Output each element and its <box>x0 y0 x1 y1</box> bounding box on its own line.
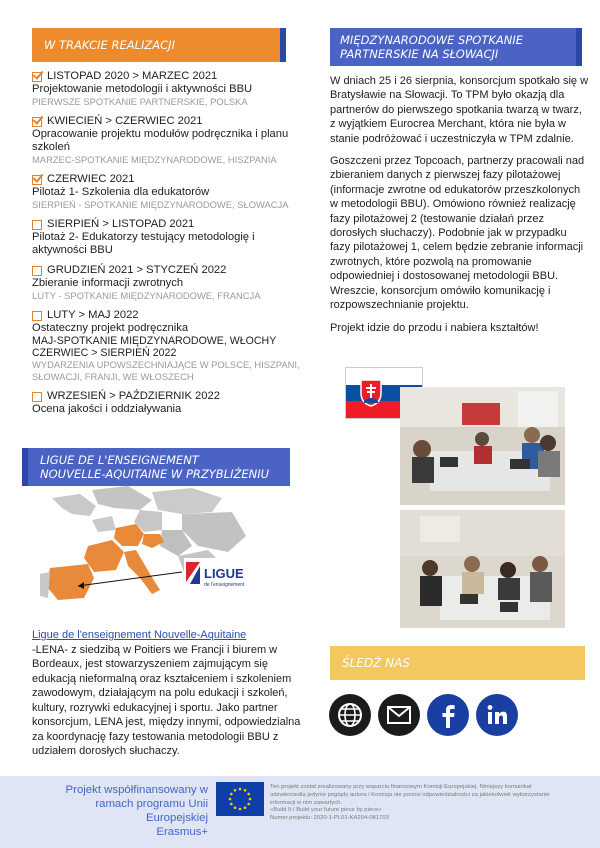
checked-box-icon <box>32 175 42 185</box>
timeline-desc: Pilotaż 2- Edukatorzy testujący metodologię i aktywności BBU <box>32 231 255 256</box>
timeline-desc: Ostateczny projekt podręcznika <box>32 322 189 334</box>
timeline-desc: Opracowanie projektu modułów podręcznika i planu szkoleń <box>32 128 289 153</box>
linkedin-icon <box>476 694 518 736</box>
section-title: W TRAKCIE REALIZACJI <box>44 38 175 52</box>
footer <box>0 776 600 848</box>
ligue-title-line-1: LIGUE DE L'ENSEIGNEMENT <box>40 453 199 467</box>
empty-box-icon <box>32 392 42 402</box>
timeline-sub: SIERPIEŃ - SPOTKANIE MIĘDZYNARODOWE, SŁOWACJA <box>32 199 289 210</box>
timeline-date: LISTOPAD 2020 > MARZEC 2021 <box>47 70 218 82</box>
mail-icon <box>378 694 420 736</box>
timeline-item <box>32 390 300 416</box>
timeline <box>32 70 300 423</box>
empty-box-icon <box>32 220 42 230</box>
meeting-article <box>330 74 588 343</box>
timeline-date: LUTY > MAJ 2022 <box>47 309 139 321</box>
funding-line: Projekt współfinansowany w <box>65 784 208 796</box>
timeline-sub: LUTY - SPOTKANIE MIĘDZYNARODOWE, FRANCJA <box>32 290 261 301</box>
bar-accent <box>22 448 28 486</box>
empty-box-icon <box>32 266 42 276</box>
legal-line: «Build It / Build your future piece by piece» <box>270 807 382 814</box>
article-paragraph: W dniach 25 i 26 sierpnia, konsorcjum spotkało się w Bratysławie na Słowacji. To TPM było okazją dla partnerów do pierwszego spotkania twarzą w twarz, z wyjątkiem Eurocrea Merchant, która nie była w stanie podróżować i uczestniczyła w TPM zdalnie. <box>330 75 589 145</box>
funding-line: Erasmus+ <box>156 826 208 838</box>
funding-statement <box>38 783 208 839</box>
ligue-logo-subtext: de l'enseignement <box>204 582 245 588</box>
meeting-title-line-2: PARTNERSKIE NA SŁOWACJI <box>340 47 499 61</box>
follow-us-title: ŚLEDŹ NAS <box>342 656 410 670</box>
timeline-item <box>32 309 300 383</box>
meeting-photo-1 <box>400 387 565 505</box>
section-bar-ligue <box>22 448 290 486</box>
timeline-sub: WYDARZENIA UPOWSZECHNIAJĄCE W POLSCE, HISZPANI, SŁOWACJI, FRANJI, WE WŁOSZECH <box>32 359 300 382</box>
bar-accent <box>576 28 582 66</box>
timeline-item <box>32 115 300 166</box>
website-link[interactable] <box>329 694 371 736</box>
section-bar-meeting <box>330 28 582 66</box>
timeline-desc: Pilotaż 1- Szkolenia dla edukatorów <box>32 186 210 198</box>
article-paragraph: Goszczeni przez Topcoach, partnerzy pracowali nad zbieraniem danych z pierwszej fazy pilotażowej (informacje zwrotne od edukatorów przeszkolonych w metodologii BBU). Omówiono również realizację fazy pilotażowej 2 (testowanie działań przez dorosłych słuchaczy). Podobnie jak w przypadku fazy pilotażowej 1, celem będzie zebranie informacji zwrotnych, które pozwolą na promowanie odpowiedniej i dostosowanej metodologii BBU. Wreszcie, konsorcjum omówiło komunikację i rozpowszechnianie projektu. <box>330 155 585 312</box>
empty-box-icon <box>32 311 42 321</box>
timeline-sub: MAJ-SPOTKANIE MIĘDZYNARODOWE, WŁOCHY <box>32 335 277 347</box>
timeline-desc: Ocena jakości i oddziaływania <box>32 403 182 415</box>
timeline-desc: Zbieranie informacji zwrotnych <box>32 277 184 289</box>
europe-map <box>32 486 264 614</box>
timeline-item <box>32 173 300 211</box>
follow-us-bar <box>330 646 585 680</box>
timeline-sub: MARZEC-SPOTKANIE MIĘDZYNARODOWE, HISZPANIA <box>32 154 277 165</box>
timeline-date: SIERPIEŃ > LISTOPAD 2021 <box>47 218 195 230</box>
timeline-desc: Projektowanie metodologii i aktywności BBU <box>32 83 253 95</box>
ligue-paragraph: -LENA- z siedzibą w Poitiers we Francji i biurem w Bordeaux, jest stowarzyszeniem zajmującym się edukacją nieformalną oraz kształceniem i szkoleniem zawodowym, działającym na polu edukacji i szkoleń, kultury, rozrywki edukacyjnej i sportu. Jako partner konsorcjum, LENA jest, między innymi, odpowiedzialna za koordynację fazy testowania metodologii BBU z udziałem dorosłych słuchaczy. <box>32 643 301 757</box>
timeline-item <box>32 264 300 302</box>
timeline-item <box>32 70 300 108</box>
coat-of-arms-icon <box>360 379 382 407</box>
article-paragraph: Projekt idzie do przodu i nabiera kształtów! <box>330 321 539 334</box>
ligue-link[interactable]: Ligue de l'enseignement Nouvelle-Aquitaine <box>32 629 247 641</box>
legal-line: Numer projektu: 2020-1-PL01-KA204-081703 <box>270 815 389 822</box>
ligue-title-line-2: NOUVELLE-AQUITAINE W PRZYBLIŻENIU <box>40 467 270 481</box>
ligue-logo-text: LIGUE <box>204 566 244 581</box>
timeline-sub: PIERWSZE SPOTKANIE PARTNERSKIE, POLSKA <box>32 96 248 107</box>
legal-line: Ten projekt został zrealizowany przy wsparciu finansowym Komisji Europejskiej. Niniejszy komunikat <box>270 784 532 790</box>
section-bar-in-progress <box>32 28 286 62</box>
timeline-date: WRZESIEŃ > PAŹDZIERNIK 2022 <box>47 390 220 402</box>
ligue-description <box>32 628 308 759</box>
email-link[interactable] <box>378 694 420 736</box>
timeline-date: CZERWIEC 2021 <box>47 173 135 185</box>
eu-flag-icon <box>216 782 264 816</box>
checked-box-icon <box>32 117 42 127</box>
timeline-date: GRUDZIEŃ 2021 > STYCZEŃ 2022 <box>47 264 227 276</box>
facebook-link[interactable] <box>427 694 469 736</box>
meeting-photo-2 <box>400 510 565 628</box>
timeline-sub: CZERWIEC > SIERPIEŃ 2022 <box>32 347 177 359</box>
legal-line: informacji w nim zawartych. <box>270 799 343 806</box>
timeline-item <box>32 218 300 257</box>
funding-line: ramach programu Unii Europejskiej <box>95 798 208 824</box>
linkedin-link[interactable] <box>476 694 518 736</box>
meeting-title-line-1: MIĘDZYNARODOWE SPOTKANIE <box>340 33 524 47</box>
legal-line: odzwierciedla jedynie poglądy autora i Komisja nie ponosi odpowiedzialności za jakiekolwiek wykorzystanie <box>270 791 550 798</box>
globe-icon <box>329 694 371 736</box>
facebook-icon <box>427 694 469 736</box>
timeline-date: KWIECIEŃ > CZERWIEC 2021 <box>47 115 203 127</box>
bar-accent <box>280 28 286 62</box>
checked-box-icon <box>32 72 42 82</box>
legal-disclaimer <box>270 784 586 823</box>
